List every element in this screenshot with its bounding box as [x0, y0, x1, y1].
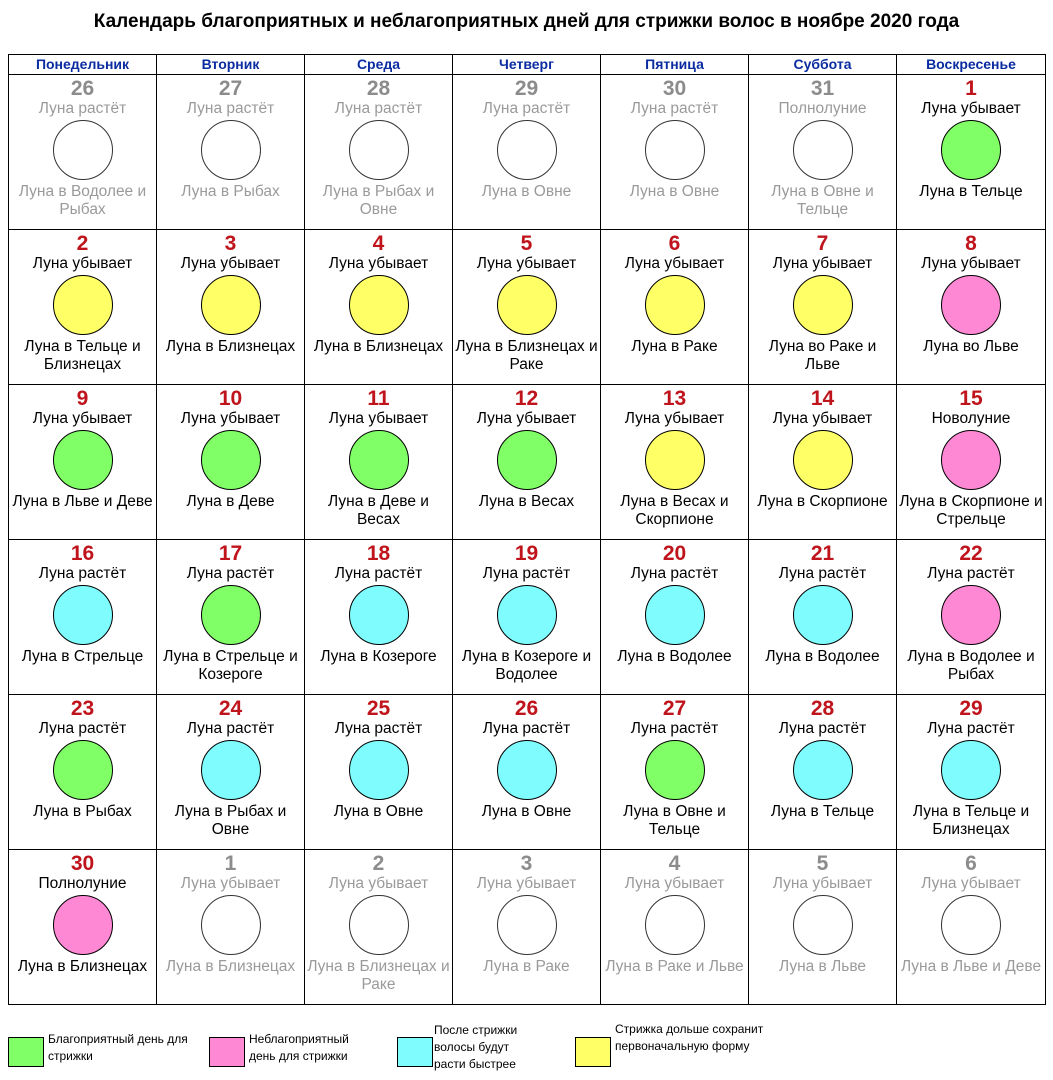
day-cell-content [9, 540, 156, 694]
day-number: 5 [520, 232, 533, 255]
day-cell [749, 695, 897, 850]
moon-circle-icon [645, 585, 705, 645]
moon-phase-label: Луна растёт [334, 565, 423, 582]
moon-phase-label: Луна убывает [328, 255, 429, 272]
moon-phase-label: Луна растёт [927, 565, 1015, 582]
moon-circle-icon [941, 895, 1001, 955]
day-cell [305, 850, 453, 1005]
day-cell [601, 850, 749, 1005]
weekday-header: Воскресенье [897, 55, 1046, 75]
zodiac-sign-label: Луна в Козероге и Водолее [461, 648, 592, 683]
legend-swatch [397, 1037, 433, 1067]
moon-phase-label: Луна убывает [624, 255, 725, 272]
legend-label: Благоприятный день для стрижки [48, 1032, 188, 1063]
moon-phase-label: Луна убывает [180, 255, 281, 272]
moon-circle-icon [941, 275, 1001, 335]
day-cell [749, 385, 897, 540]
weekday-header: Вторник [157, 55, 305, 75]
day-number: 1 [224, 852, 237, 875]
calendar-week-row [9, 695, 1046, 850]
day-number: 15 [959, 387, 983, 410]
day-cell [9, 385, 157, 540]
day-cell [453, 75, 601, 230]
day-cell [453, 695, 601, 850]
zodiac-sign-label: Луна в Раке [483, 958, 570, 975]
zodiac-sign-label: Луна во Льве [923, 338, 1019, 355]
moon-phase-label: Луна растёт [38, 100, 127, 117]
day-number: 6 [668, 232, 681, 255]
day-cell-content [897, 540, 1045, 694]
zodiac-sign-label: Луна в Рыбах [181, 183, 280, 200]
zodiac-sign-label: Луна в Весах [478, 493, 575, 510]
day-cell [9, 540, 157, 695]
zodiac-sign-label: Луна в Льве и Деве [900, 958, 1042, 975]
day-cell [897, 75, 1046, 230]
day-cell-content [9, 75, 156, 229]
day-cell [453, 850, 601, 1005]
day-number: 1 [965, 77, 977, 100]
day-number: 22 [959, 542, 983, 565]
moon-phase-label: Луна убывает [476, 410, 577, 427]
moon-phase-label: Луна растёт [38, 720, 127, 737]
day-cell-content [9, 850, 156, 1004]
day-cell [453, 230, 601, 385]
day-cell [305, 540, 453, 695]
moon-phase-label: Луна убывает [921, 255, 1021, 272]
moon-circle-icon [497, 120, 557, 180]
moon-circle-icon [349, 275, 409, 335]
zodiac-sign-label: Луна в Льве и Деве [12, 493, 153, 510]
calendar-grid [8, 54, 1046, 1005]
day-number: 26 [70, 77, 95, 100]
moon-circle-icon [201, 430, 261, 490]
day-number: 2 [372, 852, 385, 875]
day-number: 27 [218, 77, 243, 100]
day-number: 29 [959, 697, 983, 720]
legend-label: Стрижка дольше сохранит первоначальную форму [615, 1022, 764, 1053]
moon-phase-label: Луна убывает [32, 255, 133, 272]
moon-circle-icon [645, 740, 705, 800]
moon-phase-label: Луна убывает [328, 875, 429, 892]
day-number: 23 [70, 697, 95, 720]
day-cell-content [601, 385, 748, 539]
moon-phase-label: Луна растёт [482, 720, 571, 737]
moon-phase-label: Луна убывает [180, 410, 281, 427]
legend-label: После стрижки волосы будут расти быстрее [434, 1023, 518, 1071]
moon-circle-icon [201, 585, 261, 645]
moon-circle-icon [793, 895, 853, 955]
day-cell [305, 230, 453, 385]
zodiac-sign-label: Луна в Рыбах и Овне [322, 183, 435, 218]
legend-label: Неблагоприятный день для стрижки [249, 1032, 349, 1063]
day-number: 31 [810, 77, 835, 100]
day-number: 14 [810, 387, 835, 410]
moon-phase-label: Луна убывает [921, 100, 1021, 117]
day-number: 11 [367, 387, 390, 410]
zodiac-sign-label: Луна в Овне [333, 803, 424, 820]
zodiac-sign-label: Луна в Козероге [320, 648, 437, 665]
day-cell [157, 695, 305, 850]
moon-circle-icon [201, 120, 261, 180]
day-cell-content [897, 230, 1045, 384]
day-cell [453, 385, 601, 540]
day-cell [157, 850, 305, 1005]
moon-circle-icon [497, 895, 557, 955]
zodiac-sign-label: Луна в Рыбах и Овне [174, 803, 287, 838]
day-number: 9 [76, 387, 89, 410]
moon-circle-icon [53, 585, 113, 645]
day-cell-content [453, 850, 600, 1004]
day-number: 25 [366, 697, 391, 720]
moon-circle-icon [793, 120, 853, 180]
day-cell [305, 385, 453, 540]
moon-circle-icon [349, 120, 409, 180]
moon-phase-label: Луна растёт [38, 565, 127, 582]
moon-phase-label: Луна растёт [186, 100, 275, 117]
weekday-header: Суббота [749, 55, 897, 75]
moon-phase-label: Луна растёт [630, 565, 719, 582]
day-cell [157, 230, 305, 385]
day-cell [897, 695, 1046, 850]
zodiac-sign-label: Луна во Раке и Льве [768, 338, 877, 373]
day-cell [749, 230, 897, 385]
calendar-week-row [9, 230, 1046, 385]
zodiac-sign-label: Луна в Раке и Льве [605, 958, 744, 975]
zodiac-sign-label: Луна в Овне [481, 803, 572, 820]
calendar-week-row [9, 75, 1046, 230]
zodiac-sign-label: Луна в Деве [186, 493, 275, 510]
moon-phase-label: Луна убывает [772, 410, 873, 427]
day-cell-content [453, 75, 600, 229]
moon-phase-label: Луна убывает [772, 875, 873, 892]
moon-phase-label: Луна убывает [921, 875, 1021, 892]
page-title: Календарь благоприятных и неблагоприятных дней для стрижки волос в ноябре 2020 года [93, 11, 960, 32]
day-number: 8 [965, 232, 977, 255]
day-number: 30 [70, 852, 95, 875]
day-cell-content [157, 385, 304, 539]
moon-circle-icon [793, 585, 853, 645]
moon-circle-icon [645, 275, 705, 335]
moon-phase-label: Луна убывает [624, 875, 725, 892]
zodiac-sign-label: Луна в Овне и Тельце [771, 183, 874, 218]
day-cell-content [749, 850, 896, 1004]
day-cell-content [157, 850, 304, 1004]
day-cell [897, 850, 1046, 1005]
zodiac-sign-label: Луна в Стрельце и Козероге [163, 648, 298, 683]
moon-circle-icon [53, 740, 113, 800]
day-cell-content [453, 540, 600, 694]
zodiac-sign-label: Луна в Близнецах [313, 338, 444, 355]
day-number: 17 [218, 542, 243, 565]
moon-phase-label: Луна растёт [927, 720, 1015, 737]
day-cell [9, 850, 157, 1005]
day-number: 28 [366, 77, 391, 100]
legend [0, 1020, 1053, 1080]
zodiac-sign-label: Луна в Овне [629, 183, 720, 200]
moon-phase-label: Луна растёт [186, 565, 275, 582]
moon-circle-icon [497, 430, 557, 490]
day-number: 4 [372, 232, 385, 255]
day-number: 10 [218, 387, 243, 410]
zodiac-sign-label: Луна в Овне [481, 183, 572, 200]
moon-circle-icon [645, 895, 705, 955]
day-cell [601, 230, 749, 385]
moon-circle-icon [349, 895, 409, 955]
moon-phase-label: Луна растёт [630, 100, 719, 117]
moon-phase-label: Луна растёт [334, 100, 423, 117]
moon-circle-icon [349, 740, 409, 800]
day-cell-content [305, 540, 452, 694]
moon-circle-icon [793, 430, 853, 490]
day-cell [157, 385, 305, 540]
day-cell [453, 540, 601, 695]
day-number: 29 [514, 77, 539, 100]
day-cell-content [305, 385, 452, 539]
moon-circle-icon [497, 740, 557, 800]
zodiac-sign-label: Луна в Рыбах [33, 803, 132, 820]
moon-phase-label: Новолуние [931, 410, 1011, 427]
moon-phase-label: Луна убывает [772, 255, 873, 272]
calendar-week-row [9, 385, 1046, 540]
day-cell [9, 695, 157, 850]
calendar-body [9, 75, 1046, 1005]
moon-circle-icon [941, 430, 1001, 490]
day-cell [601, 385, 749, 540]
day-cell [749, 850, 897, 1005]
moon-circle-icon [201, 740, 261, 800]
day-cell-content [601, 695, 748, 849]
day-cell-content [157, 75, 304, 229]
zodiac-sign-label: Луна в Овне и Тельце [623, 803, 726, 838]
day-cell [601, 695, 749, 850]
day-cell-content [749, 385, 896, 539]
weekday-header: Пятница [601, 55, 749, 75]
day-cell [9, 75, 157, 230]
day-cell-content [601, 850, 748, 1004]
day-cell [897, 230, 1046, 385]
day-cell [305, 75, 453, 230]
day-cell-content [749, 695, 896, 849]
moon-circle-icon [793, 740, 853, 800]
day-number: 20 [662, 542, 687, 565]
day-number: 28 [810, 697, 835, 720]
moon-phase-label: Луна убывает [624, 410, 725, 427]
zodiac-sign-label: Луна в Скорпионе и Стрельце [899, 493, 1043, 528]
day-cell-content [453, 695, 600, 849]
day-cell-content [601, 230, 748, 384]
day-cell-content [749, 75, 896, 229]
moon-circle-icon [645, 430, 705, 490]
day-number: 3 [520, 852, 533, 875]
day-cell-content [601, 540, 748, 694]
day-number: 18 [366, 542, 391, 565]
moon-phase-label: Луна убывает [476, 255, 577, 272]
moon-circle-icon [201, 895, 261, 955]
zodiac-sign-label: Луна в Тельце и Близнецах [912, 803, 1030, 838]
day-cell-content [897, 850, 1045, 1004]
day-cell [897, 385, 1046, 540]
moon-phase-label: Луна растёт [630, 720, 719, 737]
day-cell-content [305, 695, 452, 849]
day-number: 4 [668, 852, 681, 875]
day-number: 2 [76, 232, 89, 255]
moon-circle-icon [201, 275, 261, 335]
moon-circle-icon [793, 275, 853, 335]
day-number: 19 [514, 542, 539, 565]
day-number: 24 [218, 697, 243, 720]
zodiac-sign-label: Луна в Тельце [919, 183, 1023, 200]
zodiac-sign-label: Луна в Тельце и Близнецах [24, 338, 141, 373]
day-cell [749, 75, 897, 230]
moon-circle-icon [53, 430, 113, 490]
moon-phase-label: Луна растёт [778, 720, 867, 737]
zodiac-sign-label: Луна в Льве [778, 958, 867, 975]
day-number: 27 [662, 697, 687, 720]
day-cell [897, 540, 1046, 695]
day-cell [601, 540, 749, 695]
day-cell-content [749, 230, 896, 384]
day-cell-content [897, 695, 1045, 849]
zodiac-sign-label: Луна в Стрельце [21, 648, 144, 665]
zodiac-sign-label: Луна в Деве и Весах [328, 493, 429, 528]
weekday-header: Среда [305, 55, 453, 75]
zodiac-sign-label: Луна в Водолее и Рыбах [907, 648, 1035, 683]
day-number: 5 [816, 852, 829, 875]
day-cell-content [9, 385, 156, 539]
moon-phase-label: Луна растёт [334, 720, 423, 737]
moon-phase-label: Луна растёт [186, 720, 275, 737]
legend-swatch [575, 1037, 611, 1067]
day-cell-content [749, 540, 896, 694]
zodiac-sign-label: Луна в Близнецах [17, 958, 148, 975]
day-cell-content [157, 230, 304, 384]
zodiac-sign-label: Луна в Близнецах [165, 958, 296, 975]
moon-circle-icon [941, 740, 1001, 800]
legend-swatch [8, 1037, 44, 1067]
zodiac-sign-label: Луна в Близнецах и Раке [455, 338, 598, 373]
moon-phase-label: Луна растёт [778, 565, 867, 582]
zodiac-sign-label: Луна в Раке [631, 338, 718, 355]
day-cell-content [9, 695, 156, 849]
day-cell-content [897, 75, 1045, 229]
zodiac-sign-label: Луна в Близнецах [165, 338, 296, 355]
day-cell-content [305, 230, 452, 384]
moon-phase-label: Полнолуние [38, 875, 127, 892]
moon-phase-label: Луна убывает [32, 410, 133, 427]
moon-phase-label: Луна растёт [482, 100, 571, 117]
moon-circle-icon [941, 585, 1001, 645]
moon-circle-icon [53, 895, 113, 955]
day-cell [749, 540, 897, 695]
moon-circle-icon [645, 120, 705, 180]
day-cell-content [453, 385, 600, 539]
day-cell-content [157, 695, 304, 849]
zodiac-sign-label: Луна в Близнецах и Раке [307, 958, 450, 993]
day-cell-content [453, 230, 600, 384]
moon-circle-icon [53, 120, 113, 180]
zodiac-sign-label: Луна в Тельце [770, 803, 875, 820]
moon-phase-label: Луна убывает [328, 410, 429, 427]
day-number: 21 [810, 542, 835, 565]
day-number: 30 [662, 77, 687, 100]
legend-swatch [209, 1037, 245, 1067]
weekday-header: Понедельник [9, 55, 157, 75]
zodiac-sign-label: Луна в Скорпионе [757, 493, 888, 510]
moon-circle-icon [349, 430, 409, 490]
moon-phase-label: Луна убывает [476, 875, 577, 892]
day-cell-content [601, 75, 748, 229]
moon-circle-icon [349, 585, 409, 645]
moon-phase-label: Луна убывает [180, 875, 281, 892]
day-number: 3 [224, 232, 237, 255]
day-number: 7 [816, 232, 829, 255]
moon-phase-label: Луна растёт [482, 565, 571, 582]
zodiac-sign-label: Луна в Водолее [617, 648, 732, 665]
zodiac-sign-label: Луна в Весах и Скорпионе [620, 493, 729, 528]
day-cell-content [305, 850, 452, 1004]
zodiac-sign-label: Луна в Водолее [765, 648, 880, 665]
day-number: 13 [662, 387, 687, 410]
day-number: 16 [70, 542, 95, 565]
calendar-week-row [9, 540, 1046, 695]
day-number: 6 [965, 852, 977, 875]
day-cell [9, 230, 157, 385]
day-cell-content [305, 75, 452, 229]
day-cell-content [897, 385, 1045, 539]
weekday-header: Четверг [453, 55, 601, 75]
moon-circle-icon [497, 585, 557, 645]
zodiac-sign-label: Луна в Водолее и Рыбах [18, 183, 147, 218]
day-number: 26 [514, 697, 539, 720]
day-cell-content [9, 230, 156, 384]
calendar-week-row [9, 850, 1046, 1005]
moon-phase-label: Полнолуние [778, 100, 867, 117]
moon-circle-icon [497, 275, 557, 335]
weekday-header-row [9, 55, 1046, 75]
day-cell-content [157, 540, 304, 694]
day-cell [157, 540, 305, 695]
day-number: 12 [514, 387, 539, 410]
moon-circle-icon [941, 120, 1001, 180]
moon-circle-icon [53, 275, 113, 335]
day-cell [305, 695, 453, 850]
day-cell [157, 75, 305, 230]
day-cell [601, 75, 749, 230]
